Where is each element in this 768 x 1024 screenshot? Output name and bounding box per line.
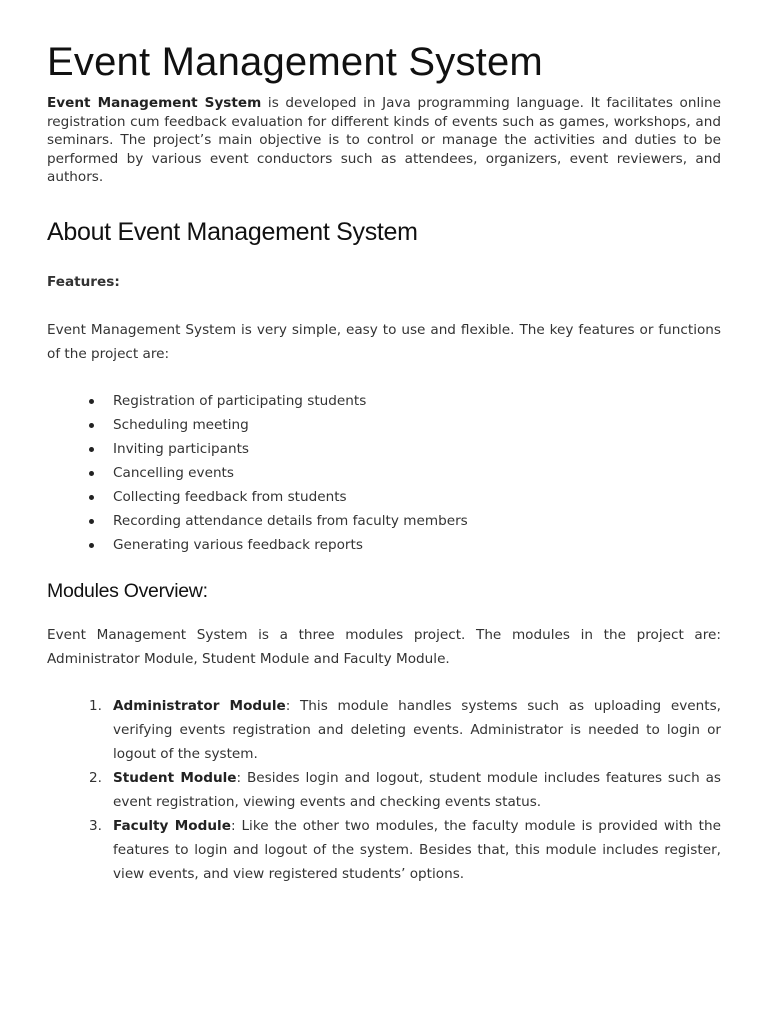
features-intro: Event Management System is very simple, easy to use and flexible. The key features or functions of the project are: (47, 322, 721, 362)
module-item (47, 694, 721, 766)
module-name: Student Module (113, 770, 237, 786)
features-list (47, 389, 721, 557)
bullet-icon (89, 519, 94, 524)
page-title: Event Management System (47, 40, 543, 84)
feature-item (47, 461, 721, 485)
feature-text: Collecting feedback from students (113, 489, 347, 505)
module-name: Administrator Module (113, 698, 286, 714)
feature-item (47, 437, 721, 461)
intro-highlight: online registration (47, 95, 721, 130)
feature-item (47, 533, 721, 557)
bullet-icon (89, 543, 94, 548)
intro-text-part1: is developed in Java programming language. It facilitates (261, 95, 680, 111)
feature-text: Scheduling meeting (113, 417, 249, 433)
module-item (47, 766, 721, 814)
feature-item (47, 509, 721, 533)
feature-text: Generating various feedback reports (113, 537, 363, 553)
intro-text-part2: cum feedback evaluation for different kinds of events such as games, workshops, and seminars. The project’s main objective is to control or manage the activities and duties to be performed by various event conductors such as attendees, organizers, event reviewers, and authors. (47, 113, 721, 186)
modules-list (47, 694, 721, 886)
bullet-icon (89, 399, 94, 404)
bullet-icon (89, 447, 94, 452)
feature-text: Recording attendance details from faculty members (113, 513, 468, 529)
feature-item (47, 485, 721, 509)
intro-paragraph (47, 94, 721, 187)
feature-text: Inviting participants (113, 441, 250, 457)
module-description: : Like the other two modules, the faculty module is provided with the features to login and logout of the system. Besides that, this module includes register, view events, and view registered students’ options. (113, 818, 721, 882)
bullet-icon (89, 471, 94, 476)
module-number: 2. (89, 770, 102, 786)
module-item (47, 814, 721, 886)
module-number: 1. (89, 698, 102, 714)
features-label: Features: (47, 274, 120, 290)
module-description: : Besides login and logout, student module includes features such as event registration, viewing events and checking events status. (113, 770, 721, 810)
bullet-icon (89, 495, 94, 500)
feature-text: Cancelling events (113, 465, 234, 481)
module-number: 3. (89, 818, 102, 834)
about-heading: About Event Management System (47, 218, 418, 246)
modules-intro: Event Management System is a three modules project. The modules in the project are: Administrator Module, Student Module and Faculty Module. (47, 627, 721, 667)
bullet-icon (89, 423, 94, 428)
feature-item (47, 413, 721, 437)
module-name: Faculty Module (113, 818, 231, 834)
modules-heading: Modules Overview: (47, 580, 208, 602)
module-description: : This module handles systems such as uploading events, verifying events registration and deleting events. Administrator is needed to login or logout of the system. (113, 698, 721, 762)
feature-text: Registration of participating students (113, 393, 367, 409)
feature-item (47, 389, 721, 413)
intro-bold-lead: Event Management System (47, 95, 262, 111)
